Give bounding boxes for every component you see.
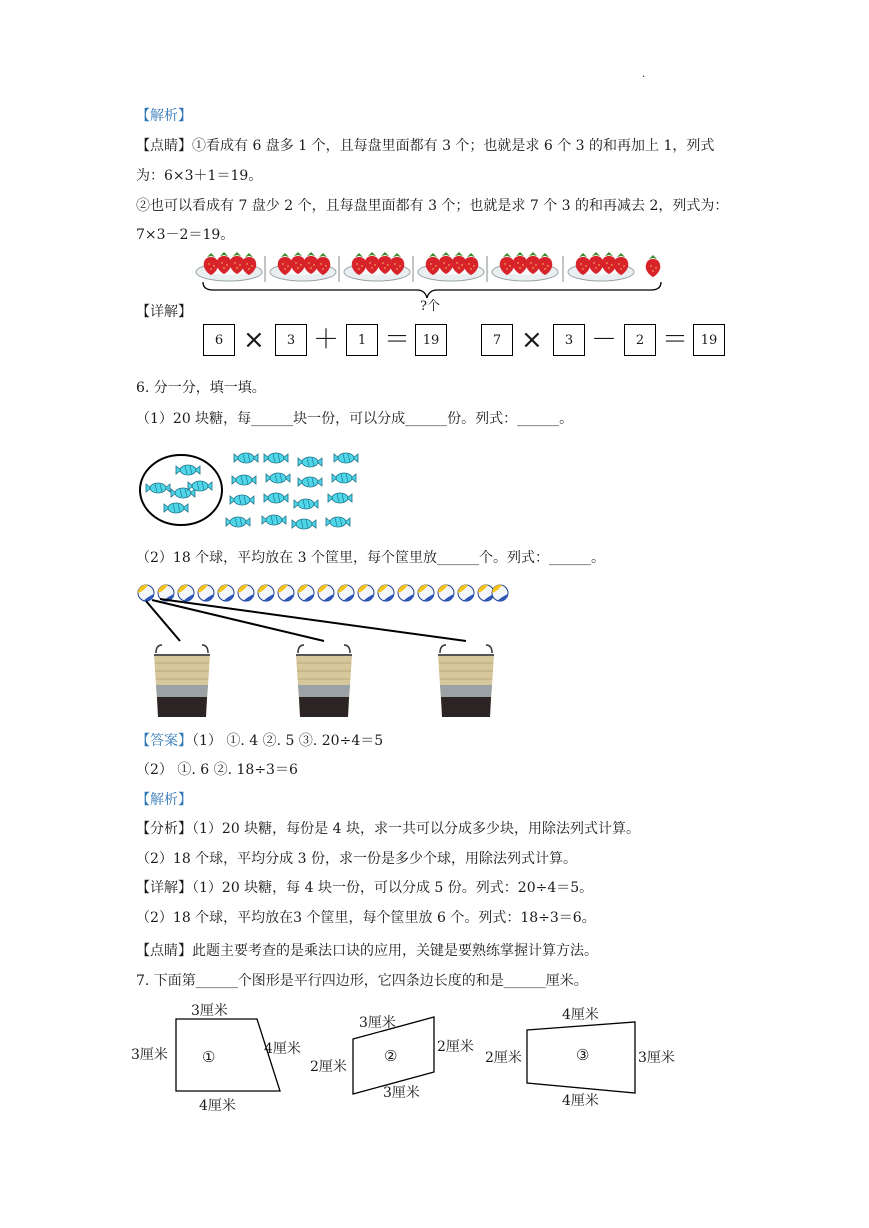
shape3-number: ③	[576, 1046, 590, 1064]
q5-tip-line3: ②也可以看成有 7 盘少 2 个，且每盘里面都有 3 个；也就是求 7 个 3 的和再减去 2，列式为：	[136, 198, 729, 214]
eq1-box-a: 6	[203, 324, 235, 356]
q5-detail-tag: 【详解】	[136, 304, 192, 320]
eq2-equals: ＝	[662, 325, 689, 355]
eq2-box-c: 2	[624, 324, 656, 356]
brace-label: ?个	[420, 299, 440, 314]
q5-tip-line2: 为：6×3＋1＝19。	[136, 168, 263, 184]
eq1-box-c: 1	[346, 324, 378, 356]
eq1-box-b: 3	[275, 324, 307, 356]
q5-tip-tag: 【点睛】	[136, 138, 192, 154]
q5-analysis-tag: 【解析】	[136, 108, 192, 124]
eq1-equals: ＝	[384, 325, 411, 355]
eq2-minus: －	[591, 325, 618, 355]
shape1-right-label: 4厘米	[264, 1041, 301, 1057]
shape3-right-label: 3厘米	[638, 1050, 675, 1066]
eq2-box-b: 3	[553, 324, 585, 356]
q6-analysis-line2: （2）18 个球，平均分成 3 份，求一份是多少个球，用除法列式计算。	[136, 851, 577, 867]
q6-analysis-text1: （1）20 块糖，每份是 4 块，求一共可以分成多少块，用除法列式计算。	[192, 821, 640, 837]
q6-title: 6. 分一分，填一填。	[136, 380, 266, 396]
q5-tip-text1: ①看成有 6 盘多 1 个，且每盘里面都有 3 个；也就是求 6 个 3 的和再加上 1，列式	[192, 138, 715, 154]
shape1-bottom-label: 4厘米	[199, 1098, 236, 1114]
eq1-result: 19	[415, 324, 447, 356]
q6-tip-text: 此题主要考查的是乘法口诀的应用，关键是要熟练掌握计算方法。	[192, 943, 598, 959]
shape1-top-label: 3厘米	[191, 1003, 228, 1019]
q6-answer-text1: （1） ①. 4 ②. 5 ③. 20÷4＝5	[192, 733, 384, 749]
q6-detail-text1: （1）20 块糖，每 4 块一份，可以分成 5 份。列式：20÷4＝5。	[192, 880, 594, 896]
shape3-left-label: 2厘米	[485, 1050, 522, 1066]
eq1-times: ×	[243, 325, 265, 355]
shape2-top-label: 3厘米	[359, 1015, 396, 1031]
q7-title: 7. 下面第______个图形是平行四边形，它四条边长度的和是______厘米。	[136, 973, 588, 989]
shape2-number: ②	[384, 1047, 398, 1065]
q6-analysis-subtag: 【分析】	[136, 821, 192, 837]
page-marker: ·	[642, 72, 646, 83]
q6-part2: （2）18 个球，平均放在 3 个筐里，每个筐里放______个。列式：______。	[136, 550, 605, 566]
eq2-times: ×	[521, 325, 543, 355]
q6-analysis-tag: 【解析】	[136, 792, 192, 808]
q6-tip-tag: 【点睛】	[136, 943, 192, 959]
shape2-right-label: 2厘米	[437, 1039, 474, 1055]
shape2-left-label: 2厘米	[310, 1059, 347, 1075]
eq2-result: 19	[693, 324, 725, 356]
eq1-plus: ＋	[313, 325, 340, 355]
q6-detail-tag: 【详解】	[136, 880, 192, 896]
q6-part1: （1）20 块糖，每______块一份，可以分成______份。列式：______。	[136, 411, 574, 427]
q6-detail-line2: （2）18 个球，平均放在3 个筐里，每个筐里放 6 个。列式：18÷3＝6。	[136, 910, 596, 926]
shape3-top-label: 4厘米	[562, 1007, 599, 1023]
shape3-bottom-label: 4厘米	[562, 1093, 599, 1109]
eq2-box-a: 7	[481, 324, 513, 356]
q5-tip-line4: 7×3－2＝19。	[136, 227, 235, 243]
shape1-number: ①	[202, 1048, 216, 1066]
shape2-bottom-label: 3厘米	[383, 1085, 420, 1101]
q6-answer-tag: 【答案】	[136, 733, 192, 749]
shape1-left-label: 3厘米	[131, 1047, 168, 1063]
q6-answer-line2: （2） ①. 6 ②. 18÷3＝6	[136, 762, 298, 778]
